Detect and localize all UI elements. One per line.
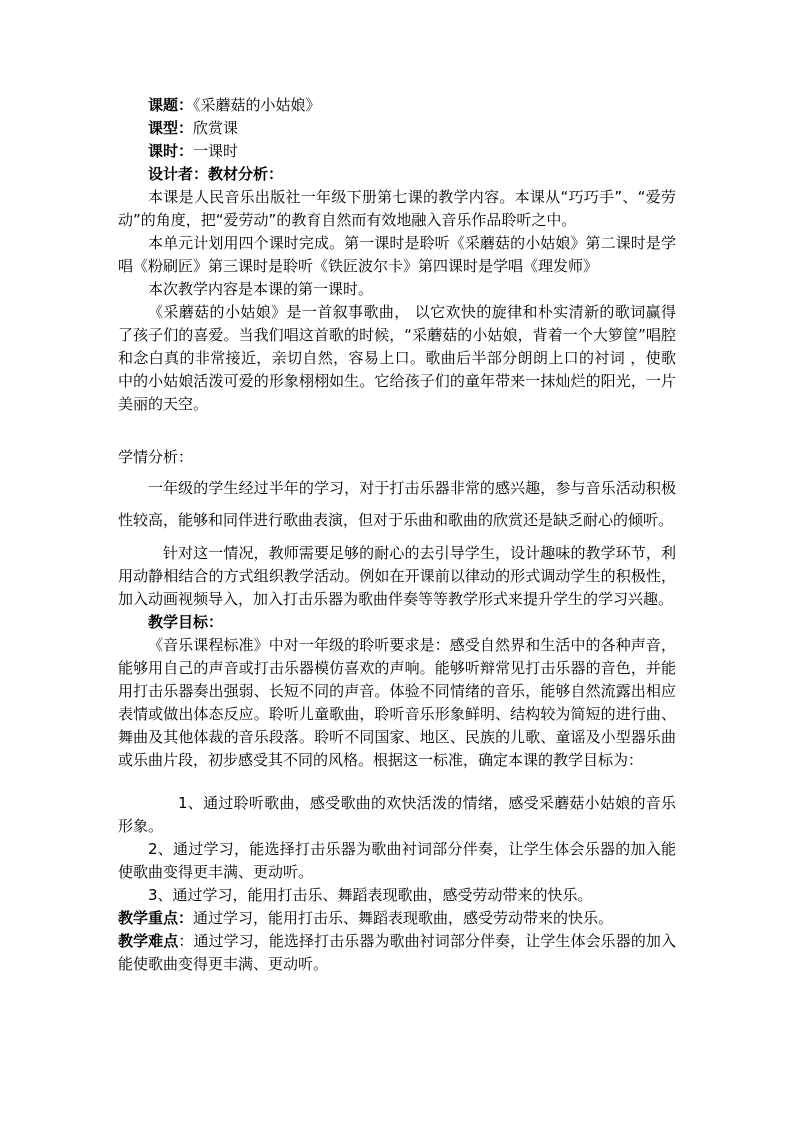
designer-line xyxy=(118,163,676,186)
lesson-title-line xyxy=(118,94,676,117)
designer-label: 设计者： xyxy=(148,165,209,183)
lesson-type-label: 课型： xyxy=(148,119,194,137)
lesson-plan xyxy=(118,94,676,976)
difficulty-colon: ： xyxy=(178,932,194,950)
lesson-type-line xyxy=(118,117,676,140)
material-analysis-heading: 教材分析： xyxy=(208,165,284,183)
difficulty-text: 通过学习，能选择打击乐器为歌曲衬词部分伴奏，让学生体会乐器的加入能使歌曲变得更丰满、更动听。 xyxy=(118,932,676,973)
goal-item-2: 2、通过学习，能选择打击乐器为歌曲衬词部分伴奏，让学生体会乐器的加入能使歌曲变得更丰满、更动听。 xyxy=(118,840,676,881)
student-paragraph-1: 一年级的学生经过半年的学习，对于打击乐器非常的感兴趣，参与音乐活动积极性较高，能够和同伴进行歌曲表演，但对于乐曲和歌曲的欣赏还是缺乏耐心的倾听。 xyxy=(118,479,676,529)
key-point-label: 教学重点 xyxy=(118,909,179,927)
blank-line xyxy=(118,772,676,792)
material-paragraph-1: 本课是人民音乐出版社一年级下册第七课的教学内容。本课从“巧巧手”、“爱劳动”的角度，把“爱劳动”的教育自然而有效地融入音乐作品聆听之中。 xyxy=(118,188,676,229)
material-paragraph-4: 《采蘑菇的小姑娘》是一首叙事歌曲， 以它欢快的旋律和朴实清新的歌词赢得了孩子们的喜爱。当我们唱这首歌的时候，“采蘑菇的小姑娘，背着一个大箩筐”唱腔和念白真的非常接近，亲切自然，容易上口。歌曲后半部分朗朗上口的衬词 ，使歌中的小姑娘活泼可爱的形象栩栩如生。它给孩子们的童年带来一抹灿烂的阳光，一片美丽的天空。 xyxy=(118,303,676,413)
goals-paragraph: 《音乐课程标准》中对一年级的聆听要求是：感受自然界和生活中的各种声音，能够用自己的声音或打击乐器模仿喜欢的声响。能够听辩常见打击乐器的音色，并能用打击乐器奏出强弱、长短不同的声音。体验不同情绪的音乐，能够自然流露出相应表情或做出体态反应。聆听儿童歌曲，聆听音乐形象鲜明、结构较为简短的进行曲、舞曲及其他体裁的音乐段落。聆听不同国家、地区、民族的儿歌、童谣及小型器乐曲或乐曲片段，初步感受其不同的风格。根据这一标准，确定本课的教学目标为： xyxy=(118,636,676,769)
lesson-hours-line xyxy=(118,140,676,163)
goal-item-3: 3、通过学习，能用打击乐、舞蹈表现歌曲，感受劳动带来的快乐。 xyxy=(148,886,593,904)
material-paragraph-3: 本次教学内容是本课的第一课时。 xyxy=(148,280,374,298)
teaching-difficulty xyxy=(118,930,676,976)
key-point-text: 通过学习，能用打击乐、舞蹈表现歌曲，感受劳动带来的快乐。 xyxy=(193,909,614,927)
teaching-key-point xyxy=(118,907,676,930)
key-point-colon: ： xyxy=(178,909,194,927)
difficulty-label: 教学难点 xyxy=(118,932,179,950)
lesson-hours-label: 课时： xyxy=(148,142,194,160)
lesson-type-value: 欣赏课 xyxy=(193,119,239,137)
lesson-title-value: 《采蘑菇的小姑娘》 xyxy=(193,96,321,114)
teaching-goals-heading: 教学目标： xyxy=(148,613,224,631)
lesson-hours-value: 一课时 xyxy=(193,142,239,160)
goal-item-1: 1、通过聆听歌曲，感受歌曲的欢快活泼的情绪，感受采蘑菇小姑娘的音乐形象。 xyxy=(118,794,676,835)
student-paragraph-2: 针对这一情况，教师需要足够的耐心的去引导学生，设计趣味的教学环节，利用动静相结合的方式组织教学活动。例如在开课前以律动的形式调动学生的积极性，加入动画视频导入，加入打击乐器为歌曲伴奏等等教学形式来提升学生的学习兴趣。 xyxy=(118,544,676,608)
student-analysis-heading: 学情分析： xyxy=(118,448,194,466)
lesson-title-label: 课题： xyxy=(148,96,194,114)
material-paragraph-2: 本单元计划用四个课时完成。第一课时是聆听《采蘑菇的小姑娘》第二课时是学唱《粉刷匠》第三课时是聆听《铁匠波尔卡》第四课时是学唱《理发师》 xyxy=(118,234,676,275)
